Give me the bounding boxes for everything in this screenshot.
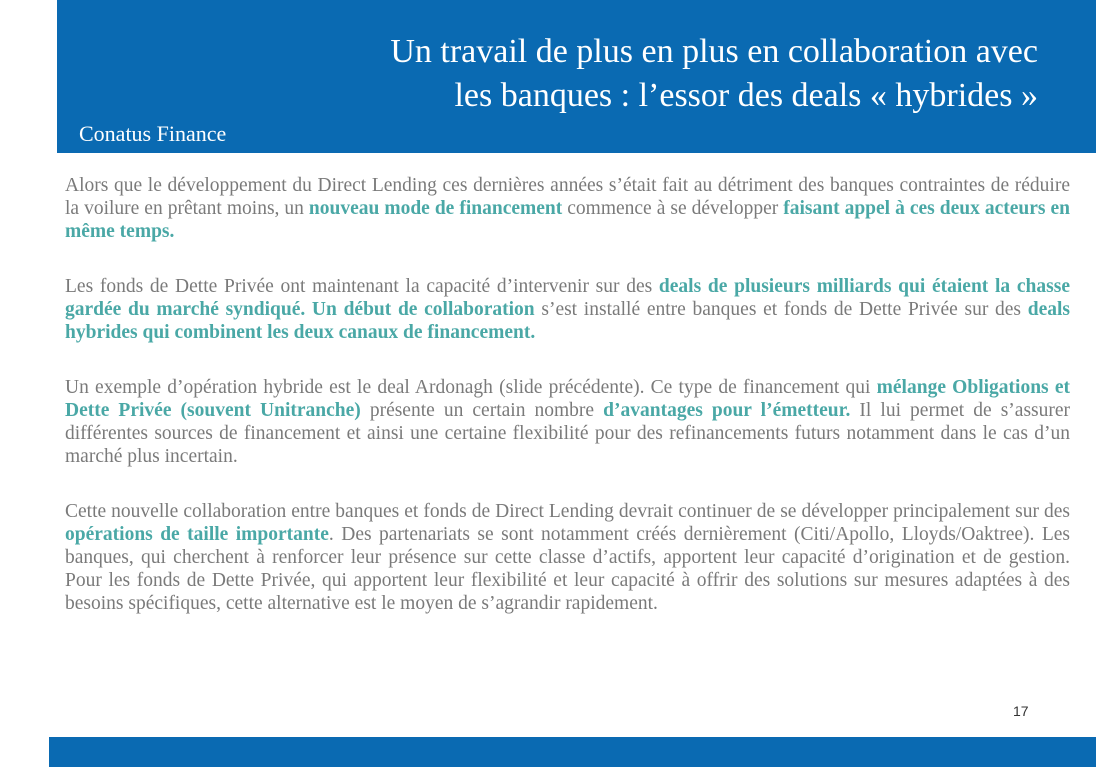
footer-band xyxy=(49,737,1096,767)
paragraph-3-text-3: Il lui permet de s’assurer différentes sources de financement et ainsi une certaine flexibilité pour des refinancements futurs notamment dans le cas d’un marché plus incertain. xyxy=(65,400,1071,467)
paragraph-4-text-1: Cette nouvelle collaboration entre banques et fonds de Direct Lending devrait continuer de se développer principalement sur des xyxy=(65,501,1070,522)
paragraph-3-highlight-2: d’avantages pour l’émetteur. xyxy=(603,400,851,421)
page-number: 17 xyxy=(1013,703,1029,719)
slide-title-line-2: les banques : l’essor des deals « hybrides » xyxy=(454,77,1038,114)
paragraph-4-text-2: . Des partenariats se sont notamment créés dernièrement (Citi/Apollo, Lloyds/Oaktree). Les banques, qui cherchent à renforcer leur présence sur cette classe d’actifs, apportent leur capacité d’origination et de gestion. Pour les fonds de Dette Privée, qui apportent leur flexibilité et leur capacité à offrir des solutions sur mesures adaptées à des besoins spécifiques, cette alternative est le moyen de s’agrandir rapidement. xyxy=(65,524,1070,614)
slide-title-line-1: Un travail de plus en plus en collaboration avec xyxy=(390,33,1038,70)
paragraph-2-text-2: s’est installé entre banques et fonds de Dette Privée sur des xyxy=(534,299,1028,320)
header-band xyxy=(57,0,1096,153)
paragraph-3-text-2: présente un certain nombre xyxy=(360,400,604,421)
slide-body xyxy=(65,174,1070,647)
paragraph-1-text-1: Alors que le développement du Direct Lending ces dernières années s’était fait au détriment des banques contraintes de réduire la voilure en prêtant moins, un xyxy=(65,175,1070,219)
paragraph-1-highlight-1: nouveau mode de financement xyxy=(308,198,563,219)
paragraph-3-highlight-1: mélange Obligations et Dette Privée (souvent Unitranche) xyxy=(65,377,1070,421)
paragraph-4-highlight-1: opérations de taille importante xyxy=(65,524,329,545)
paragraph-2 xyxy=(65,275,1070,344)
company-name: Conatus Finance xyxy=(79,121,227,146)
paragraph-2-highlight-1: deals de plusieurs milliards qui étaient la chasse gardée du marché syndiqué. Un début de collaboration xyxy=(65,276,1070,320)
paragraph-1 xyxy=(65,174,1070,243)
paragraph-2-text-1: Les fonds de Dette Privée ont maintenant la capacité d’intervenir sur des xyxy=(65,276,659,297)
paragraph-1-highlight-2: faisant appel à ces deux acteurs en même temps. xyxy=(65,198,1070,242)
slide-title xyxy=(390,30,1038,118)
paragraph-2-highlight-2: deals hybrides qui combinent les deux canaux de financement. xyxy=(65,299,1070,343)
paragraph-3 xyxy=(65,376,1070,468)
paragraph-1-text-2: commence à se développer xyxy=(562,198,784,219)
paragraph-4 xyxy=(65,500,1070,615)
paragraph-3-text-1: Un exemple d’opération hybride est le deal Ardonagh (slide précédente). Ce type de financement qui xyxy=(65,377,877,398)
